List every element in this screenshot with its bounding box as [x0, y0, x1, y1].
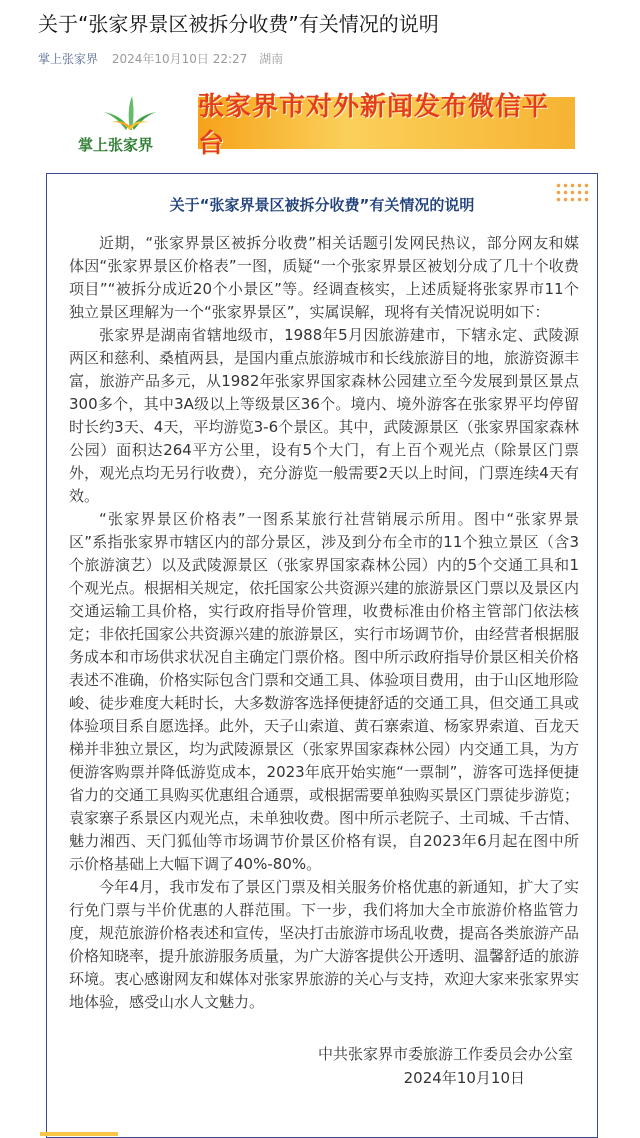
banner-slogan: 张家界市对外新闻发布微信平台	[198, 92, 550, 159]
signature-org: 中共张家界市委旅游工作委员会办公室	[317, 1045, 573, 1063]
publish-date: 2024年10月10日 22:27	[111, 52, 248, 66]
account-name-link[interactable]: 掌上张家界	[38, 52, 99, 66]
article-meta	[38, 51, 283, 67]
brand-logo-text: 掌上张家界	[78, 136, 154, 154]
notice-body	[69, 232, 579, 1014]
notice-paragraph: 今年4月，我市发布了景区门票及相关服务价格优惠的新通知，扩大了实行免门票与半价优惠的人群范围。下一步，我们将加大全市旅游价格监管力度，规范旅游价格表述和宣传，坚决打击旅游市场乱收费，提高各类旅游产品价格知晓率，提升旅游服务质量，为广大游客提供公开透明、温馨舒适的旅游环境。衷心感谢网友和媒体对张家界旅游的关心与支持，欢迎大家来张家界实地体验，感受山水人文魅力。	[69, 878, 580, 1011]
decorative-gold-bar	[40, 1132, 118, 1136]
publish-location: 湖南	[259, 52, 284, 66]
notice-card	[46, 173, 598, 1138]
leaf-logo-icon	[70, 92, 190, 136]
notice-paragraph: 张家界是湖南省辖地级市，1988年5月因旅游建市，下辖永定、武陵源两区和慈利、桑植两县，是国内重点旅游城市和长线旅游目的地，旅游资源丰富，旅游产品多元，从1982年张家界国家森林公园建立至今发展到景区景点300多个，其中3A级以上等级景区36个。境内、境外游客在张家界平均停留时长约3天、4天，平均游览3-6个景区。其中，武陵源景区（张家界国家森林公园）面积达264平方公里，设有5个大门，有上百个观光点（除景区门票外，观光点均无另行收费），充分游览一般需要2天以上时间，门票连续4天有效。	[69, 326, 580, 505]
signature-date: 2024年10月10日	[403, 1069, 525, 1087]
notice-title: 关于“张家界景区被拆分收费”有关情况的说明	[169, 196, 475, 214]
article-title: 关于“张家界景区被拆分收费”有关情况的说明	[38, 12, 439, 36]
header-banner	[70, 92, 575, 158]
notice-paragraph: “张家界景区价格表”一图系某旅行社营销展示所用。图中“张家界景区”系指张家界市辖区内的部分景区，涉及到分布全市的11个独立景区（含3个旅游演艺）以及武陵源景区（张家界国家森林公园）内的5个交通工具和1个观光点。根据相关规定，依托国家公共资源兴建的旅游景区门票以及景区内交通运输工具价格，实行政府指导价管理，收费标准由价格主管部门依法核定；非依托国家公共资源兴建的旅游景区，实行市场调节价，由经营者根据服务成本和市场供求状况自主确定门票价格。图中所示政府指导价景区相关价格表述不准确，价格实际包含门票和交通工具、体验项目费用，由于山区地形险峻、徒步难度大耗时长，大多数游客选择便捷舒适的交通工具，但交通工具或体验项目系自愿选择。此外，天子山索道、黄石寨索道、杨家界索道、百龙天梯并非独立景区，均为武陵源景区（张家界国家森林公园）内交通工具，为方便游客购票并降低游览成本，2023年底开始实施“一票制”，游客可选择便捷省力的交通工具购买优惠组合通票，或根据需要单独购买景区门票徒步游览；袁家寨子系景区内观光点，未单独收费。图中所示老院子、土司城、千古情、魅力湘西、天门狐仙等市场调节价景区价格有误，自2023年6月起在图中所示价格基础上大幅下调了40%-80%。	[69, 510, 580, 873]
signature-block	[318, 1042, 573, 1090]
brand-logo	[70, 92, 190, 158]
banner-slogan-box	[198, 92, 575, 159]
notice-paragraph: 近期，“张家界景区被拆分收费”相关话题引发网民热议，部分网友和媒体因“张家界景区价格表”一图，质疑“一个张家界景区被划分成了几十个收费项目”“被拆分成近20个小景区”等。经调查核实，上述质疑将张家界市11个独立景区理解为一个“张家界景区”，实属误解，现将有关情况说明如下：	[69, 234, 579, 321]
